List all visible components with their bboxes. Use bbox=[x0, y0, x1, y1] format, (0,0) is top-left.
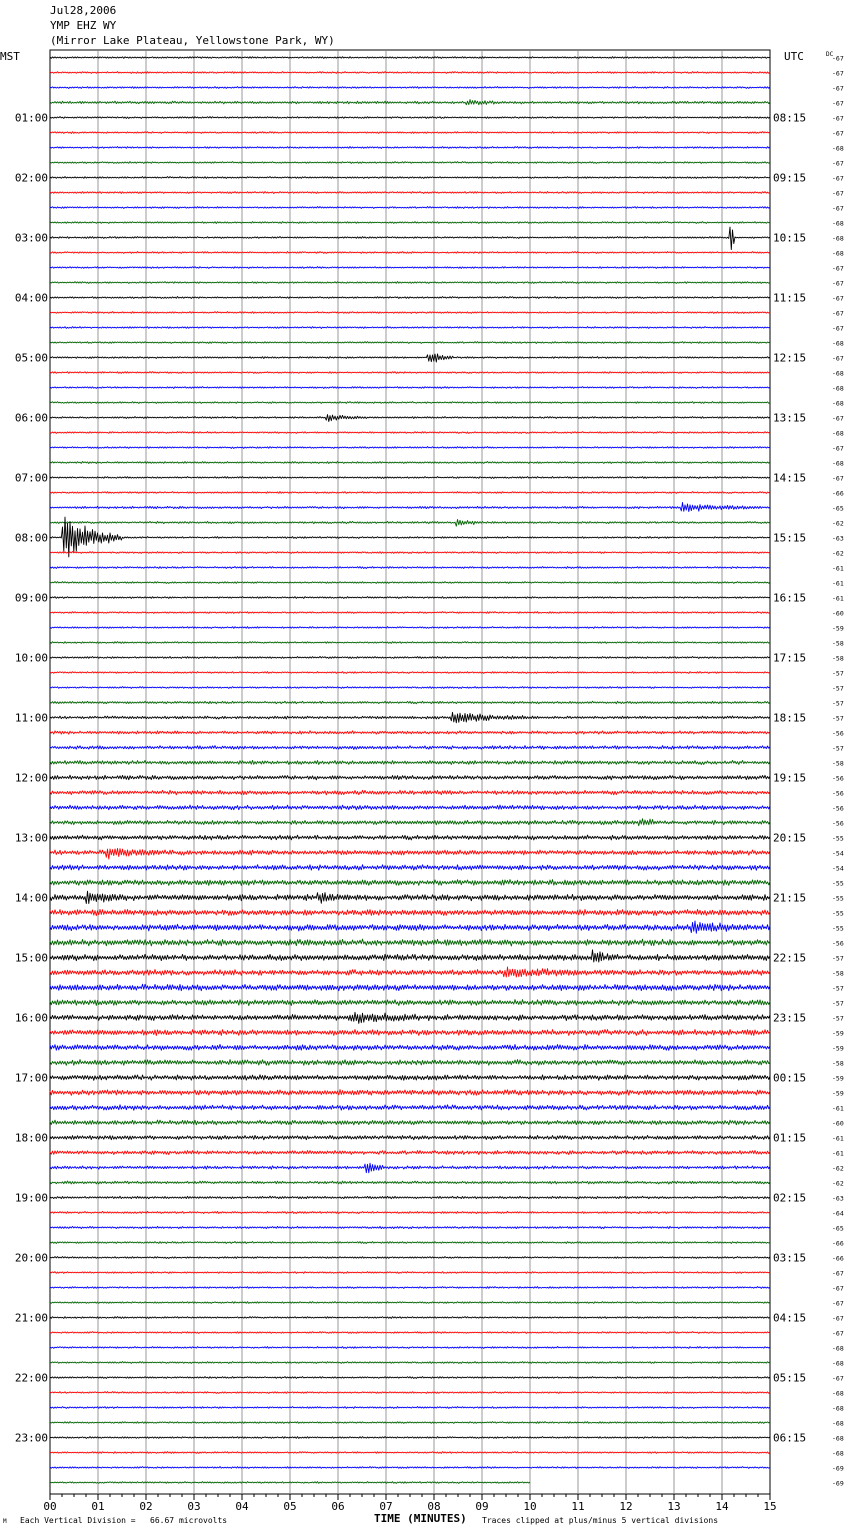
trace-row bbox=[50, 672, 770, 674]
x-tick-label: 07 bbox=[379, 1500, 393, 1513]
dc-offset-label: -61 bbox=[832, 1134, 844, 1143]
mst-hour-label: 08:00 bbox=[14, 531, 48, 545]
trace-row bbox=[50, 177, 770, 179]
trace-row bbox=[50, 162, 770, 164]
dc-offset-label: -57 bbox=[832, 1014, 844, 1023]
trace-row bbox=[50, 582, 770, 584]
dc-offset-label: -67 bbox=[832, 189, 844, 198]
dc-offset-label: -68 bbox=[832, 249, 844, 258]
dc-offset-label: -57 bbox=[832, 684, 844, 693]
dc-offset-label: -67 bbox=[832, 174, 844, 183]
utc-hour-label: 16:15 bbox=[773, 591, 807, 605]
x-tick-label: 11 bbox=[571, 1500, 585, 1513]
dc-offset-label: -61 bbox=[832, 579, 844, 588]
trace-row bbox=[50, 1347, 770, 1349]
trace-row bbox=[50, 746, 770, 750]
dc-offset-label: -68 bbox=[832, 1359, 844, 1368]
dc-offset-label: -67 bbox=[832, 1299, 844, 1308]
x-tick-label: 08 bbox=[427, 1500, 441, 1513]
trace-row bbox=[50, 731, 770, 734]
dc-offset-label: -63 bbox=[832, 1194, 844, 1203]
x-tick-label: 10 bbox=[523, 1500, 537, 1513]
mst-hour-label: 05:00 bbox=[14, 351, 48, 365]
trace-row bbox=[50, 342, 770, 344]
trace-row bbox=[50, 1120, 770, 1125]
trace-row bbox=[50, 492, 770, 494]
dc-offset-label: -67 bbox=[832, 99, 844, 108]
mst-hour-label: 18:00 bbox=[14, 1131, 48, 1145]
dc-offset-label: -56 bbox=[832, 774, 844, 783]
header-location: (Mirror Lake Plateau, Yellowstone Park, WY) bbox=[50, 34, 335, 47]
trace-row bbox=[50, 354, 770, 362]
scale-note: Each Vertical Division = 66.67 microvolts bbox=[20, 1516, 228, 1525]
trace-row bbox=[50, 1012, 770, 1023]
mst-hour-label: 21:00 bbox=[14, 1311, 48, 1325]
dc-offset-label: -55 bbox=[832, 909, 844, 918]
dc-offset-label: -62 bbox=[832, 519, 844, 528]
dc-offset-label: -54 bbox=[832, 849, 844, 858]
dc-offset-label: -67 bbox=[832, 279, 844, 288]
trace-row bbox=[50, 921, 770, 933]
trace-row bbox=[50, 503, 770, 512]
trace-row bbox=[50, 939, 770, 946]
trace-row bbox=[50, 1407, 770, 1409]
dc-offset-label: -67 bbox=[832, 114, 844, 123]
header-date: Jul28,2006 bbox=[50, 4, 117, 17]
utc-hour-label: 04:15 bbox=[773, 1311, 807, 1325]
utc-hour-label: 14:15 bbox=[773, 471, 807, 485]
dc-offset-label: -67 bbox=[832, 54, 844, 63]
dc-offset-label: -61 bbox=[832, 1104, 844, 1113]
utc-hour-label: 19:15 bbox=[773, 771, 807, 785]
dc-offset-label: -57 bbox=[832, 999, 844, 1008]
left-axis-label: MST bbox=[0, 50, 20, 63]
dc-offset-label: -64 bbox=[832, 1209, 844, 1218]
trace-row bbox=[50, 701, 770, 704]
dc-offset-label: -68 bbox=[832, 1449, 844, 1458]
dc-offset-label: -66 bbox=[832, 1254, 844, 1263]
trace-row bbox=[50, 372, 770, 374]
trace-row bbox=[50, 805, 770, 810]
dc-offset-label: -66 bbox=[832, 1239, 844, 1248]
trace-row bbox=[50, 387, 770, 389]
dc-offset-label: -68 bbox=[832, 144, 844, 153]
dc-offset-label: -59 bbox=[832, 624, 844, 633]
trace-row bbox=[50, 891, 770, 903]
trace-row bbox=[50, 312, 770, 314]
trace-row bbox=[50, 790, 770, 795]
dc-offset-label: -67 bbox=[832, 204, 844, 213]
dc-offset-label: -56 bbox=[832, 789, 844, 798]
dc-offset-label: -54 bbox=[832, 864, 844, 873]
right-axis-label: UTC bbox=[784, 50, 804, 63]
utc-hour-label: 01:15 bbox=[773, 1131, 807, 1145]
dc-offset-label: -59 bbox=[832, 1044, 844, 1053]
dc-offset-label: -59 bbox=[832, 1074, 844, 1083]
trace-row bbox=[50, 848, 770, 859]
x-tick-label: 12 bbox=[619, 1500, 633, 1513]
dc-offset-label: -55 bbox=[832, 834, 844, 843]
dc-offset-label: -67 bbox=[832, 354, 844, 363]
trace-row bbox=[50, 1302, 770, 1304]
trace-row bbox=[50, 147, 770, 149]
trace-row bbox=[50, 1242, 770, 1244]
dc-offset-label: -68 bbox=[832, 234, 844, 243]
trace-row bbox=[50, 597, 770, 599]
utc-hour-label: 11:15 bbox=[773, 291, 807, 305]
dc-offset-label: -68 bbox=[832, 1404, 844, 1413]
utc-hour-label: 02:15 bbox=[773, 1191, 807, 1205]
mst-hour-label: 23:00 bbox=[14, 1431, 48, 1445]
trace-row bbox=[50, 1135, 770, 1140]
trace-row bbox=[50, 192, 770, 194]
x-tick-label: 15 bbox=[763, 1500, 777, 1513]
mst-hour-label: 17:00 bbox=[14, 1071, 48, 1085]
dc-offset-label: -57 bbox=[832, 984, 844, 993]
trace-row bbox=[50, 1452, 770, 1454]
x-tick-label: 06 bbox=[331, 1500, 345, 1513]
dc-offset-label: -68 bbox=[832, 369, 844, 378]
utc-hour-label: 18:15 bbox=[773, 711, 807, 725]
dc-offset-label: -61 bbox=[832, 564, 844, 573]
trace-row bbox=[50, 1211, 770, 1213]
trace-row bbox=[50, 1437, 770, 1439]
mst-hour-label: 02:00 bbox=[14, 171, 48, 185]
dc-offset-label: -63 bbox=[832, 534, 844, 543]
dc-offset-label: -68 bbox=[832, 384, 844, 393]
trace-row bbox=[50, 72, 770, 74]
mst-hour-label: 16:00 bbox=[14, 1011, 48, 1025]
dc-offset-label: -59 bbox=[832, 1089, 844, 1098]
dc-offset-label: -67 bbox=[832, 474, 844, 483]
utc-hour-label: 12:15 bbox=[773, 351, 807, 365]
trace-row bbox=[50, 1467, 770, 1469]
utc-hour-label: 15:15 bbox=[773, 531, 807, 545]
dc-offset-label: -68 bbox=[832, 339, 844, 348]
mst-hour-label: 19:00 bbox=[14, 1191, 48, 1205]
dc-offset-label: -61 bbox=[832, 1149, 844, 1158]
trace-row bbox=[50, 687, 770, 689]
dc-offset-label: -67 bbox=[832, 1374, 844, 1383]
clip-note: Traces clipped at plus/minus 5 vertical divisions bbox=[482, 1516, 719, 1525]
trace-row bbox=[50, 880, 770, 886]
trace-row bbox=[50, 207, 770, 209]
mst-hour-label: 11:00 bbox=[14, 711, 48, 725]
mst-hour-label: 06:00 bbox=[14, 411, 48, 425]
mst-hour-label: 14:00 bbox=[14, 891, 48, 905]
utc-hour-label: 23:15 bbox=[773, 1011, 807, 1025]
dc-offset-label: -67 bbox=[832, 129, 844, 138]
trace-row bbox=[50, 1377, 770, 1379]
mst-hour-label: 09:00 bbox=[14, 591, 48, 605]
dc-offset-label: -56 bbox=[832, 939, 844, 948]
x-tick-label: 01 bbox=[91, 1500, 105, 1513]
trace-row bbox=[50, 1226, 770, 1228]
trace-row bbox=[50, 57, 770, 59]
mst-hour-label: 22:00 bbox=[14, 1371, 48, 1385]
dc-offset-label: -60 bbox=[832, 1119, 844, 1128]
trace-row bbox=[50, 447, 770, 449]
dc-offset-label: -67 bbox=[832, 84, 844, 93]
dc-offset-label: -58 bbox=[832, 639, 844, 648]
dc-offset-label: -57 bbox=[832, 699, 844, 708]
trace-row bbox=[50, 865, 770, 871]
trace-row bbox=[50, 520, 770, 527]
trace-row bbox=[50, 117, 770, 119]
trace-row bbox=[50, 984, 770, 991]
trace-row bbox=[50, 327, 770, 329]
utc-hour-label: 13:15 bbox=[773, 411, 807, 425]
mst-hour-label: 12:00 bbox=[14, 771, 48, 785]
utc-hour-label: 09:15 bbox=[773, 171, 807, 185]
mst-hour-label: 07:00 bbox=[14, 471, 48, 485]
dc-offset-label: -67 bbox=[832, 1269, 844, 1278]
trace-row bbox=[50, 1287, 770, 1289]
trace-row bbox=[50, 1332, 770, 1334]
dc-offset-label: -58 bbox=[832, 1059, 844, 1068]
dc-offset-label: -57 bbox=[832, 744, 844, 753]
dc-offset-label: -67 bbox=[832, 159, 844, 168]
dc-offset-label: -62 bbox=[832, 1164, 844, 1173]
trace-row bbox=[50, 297, 770, 299]
trace-row bbox=[50, 1105, 770, 1110]
dc-offset-label: -67 bbox=[832, 309, 844, 318]
trace-row bbox=[50, 1422, 770, 1424]
trace-row bbox=[50, 1272, 770, 1274]
dc-offset-label: -67 bbox=[832, 264, 844, 273]
x-tick-label: 13 bbox=[667, 1500, 681, 1513]
dc-offset-label: -57 bbox=[832, 954, 844, 963]
utc-hour-label: 00:15 bbox=[773, 1071, 807, 1085]
trace-row bbox=[50, 432, 770, 434]
plot-frame bbox=[50, 50, 770, 1494]
dc-offset-label: -67 bbox=[832, 1329, 844, 1338]
trace-row bbox=[50, 642, 770, 644]
trace-row bbox=[50, 567, 770, 569]
utc-hour-label: 21:15 bbox=[773, 891, 807, 905]
dc-offset-label: -62 bbox=[832, 1179, 844, 1188]
trace-row bbox=[50, 612, 770, 614]
mst-hour-label: 04:00 bbox=[14, 291, 48, 305]
trace-row bbox=[50, 1163, 770, 1173]
dc-offset-label: -69 bbox=[832, 1464, 844, 1473]
dc-offset-label: -59 bbox=[832, 1029, 844, 1038]
trace-row bbox=[50, 517, 770, 557]
dc-offset-label: -68 bbox=[832, 219, 844, 228]
trace-row bbox=[50, 1075, 770, 1081]
trace-row bbox=[50, 227, 770, 250]
trace-row bbox=[50, 835, 770, 840]
dc-offset-label: -67 bbox=[832, 414, 844, 423]
corner-mark: M bbox=[3, 1518, 7, 1525]
x-tick-label: 02 bbox=[139, 1500, 153, 1513]
dc-offset-label: -67 bbox=[832, 1314, 844, 1323]
dc-offset-label: -57 bbox=[832, 669, 844, 678]
dc-offset-label: -67 bbox=[832, 1284, 844, 1293]
utc-hour-label: 10:15 bbox=[773, 231, 807, 245]
dc-offset-label: -69 bbox=[832, 1479, 844, 1488]
trace-row bbox=[50, 1000, 770, 1006]
dc-offset-label: -57 bbox=[832, 714, 844, 723]
trace-row bbox=[50, 760, 770, 764]
mst-hour-label: 10:00 bbox=[14, 651, 48, 665]
x-tick-label: 04 bbox=[235, 1500, 249, 1513]
dc-offset-label: -55 bbox=[832, 879, 844, 888]
dc-offset-label: -65 bbox=[832, 504, 844, 513]
dc-offset-label: -68 bbox=[832, 1434, 844, 1443]
dc-offset-label: -58 bbox=[832, 759, 844, 768]
trace-row bbox=[50, 87, 770, 89]
utc-hour-label: 17:15 bbox=[773, 651, 807, 665]
trace-row bbox=[50, 1392, 770, 1394]
x-axis-title: TIME (MINUTES) bbox=[374, 1512, 467, 1525]
trace-row bbox=[50, 1181, 770, 1184]
utc-hour-label: 08:15 bbox=[773, 111, 807, 125]
utc-hour-label: 05:15 bbox=[773, 1371, 807, 1385]
dc-label: DC bbox=[826, 51, 834, 58]
dc-offset-label: -58 bbox=[832, 969, 844, 978]
dc-offset-label: -68 bbox=[832, 1344, 844, 1353]
dc-offset-label: -66 bbox=[832, 489, 844, 498]
utc-hour-label: 22:15 bbox=[773, 951, 807, 965]
dc-offset-label: -68 bbox=[832, 399, 844, 408]
trace-row bbox=[50, 1151, 770, 1155]
dc-offset-label: -56 bbox=[832, 804, 844, 813]
trace-row bbox=[50, 627, 770, 629]
dc-offset-label: -65 bbox=[832, 1224, 844, 1233]
x-tick-label: 03 bbox=[187, 1500, 201, 1513]
trace-row bbox=[50, 415, 770, 422]
dc-offset-label: -67 bbox=[832, 294, 844, 303]
trace-row bbox=[50, 1257, 770, 1259]
x-tick-label: 05 bbox=[283, 1500, 297, 1513]
trace-row bbox=[50, 950, 770, 962]
trace-row bbox=[50, 819, 770, 826]
dc-offset-label: -67 bbox=[832, 69, 844, 78]
utc-hour-label: 20:15 bbox=[773, 831, 807, 845]
trace-row bbox=[50, 402, 770, 404]
dc-offset-label: -68 bbox=[832, 429, 844, 438]
trace-row bbox=[50, 100, 770, 105]
dc-offset-label: -56 bbox=[832, 819, 844, 828]
x-tick-label: 09 bbox=[475, 1500, 489, 1513]
trace-row bbox=[50, 267, 770, 269]
dc-offset-label: -68 bbox=[832, 1419, 844, 1428]
utc-hour-label: 03:15 bbox=[773, 1251, 807, 1265]
trace-row bbox=[50, 1090, 770, 1096]
dc-offset-label: -55 bbox=[832, 894, 844, 903]
trace-row bbox=[50, 1317, 770, 1319]
mst-hour-label: 15:00 bbox=[14, 951, 48, 965]
trace-row bbox=[50, 967, 770, 977]
trace-row bbox=[50, 656, 770, 658]
utc-hour-label: 06:15 bbox=[773, 1431, 807, 1445]
trace-row bbox=[50, 282, 770, 284]
trace-row bbox=[50, 712, 770, 723]
mst-hour-label: 03:00 bbox=[14, 231, 48, 245]
dc-offset-label: -62 bbox=[832, 549, 844, 558]
trace-row bbox=[50, 1030, 770, 1036]
header-station: YMP EHZ WY bbox=[50, 19, 117, 32]
dc-offset-label: -68 bbox=[832, 1389, 844, 1398]
dc-offset-label: -60 bbox=[832, 609, 844, 618]
dc-offset-label: -67 bbox=[832, 444, 844, 453]
trace-row bbox=[50, 1060, 770, 1066]
trace-row bbox=[50, 909, 770, 915]
trace-row bbox=[50, 477, 770, 479]
dc-offset-label: -67 bbox=[832, 324, 844, 333]
trace-row bbox=[50, 775, 770, 780]
x-tick-label: 00 bbox=[43, 1500, 57, 1513]
mst-hour-label: 20:00 bbox=[14, 1251, 48, 1265]
dc-offset-label: -68 bbox=[832, 459, 844, 468]
trace-row bbox=[50, 1044, 770, 1050]
trace-row bbox=[50, 1362, 770, 1364]
trace-row bbox=[50, 1196, 770, 1199]
trace-row bbox=[50, 552, 770, 554]
trace-row bbox=[50, 252, 770, 254]
trace-row bbox=[50, 222, 770, 224]
trace-row bbox=[50, 461, 770, 463]
mst-hour-label: 01:00 bbox=[14, 111, 48, 125]
dc-offset-label: -55 bbox=[832, 924, 844, 933]
dc-offset-label: -61 bbox=[832, 594, 844, 603]
dc-offset-label: -58 bbox=[832, 654, 844, 663]
trace-row bbox=[50, 132, 770, 134]
mst-hour-label: 13:00 bbox=[14, 831, 48, 845]
dc-offset-label: -56 bbox=[832, 729, 844, 738]
x-tick-label: 14 bbox=[715, 1500, 729, 1513]
